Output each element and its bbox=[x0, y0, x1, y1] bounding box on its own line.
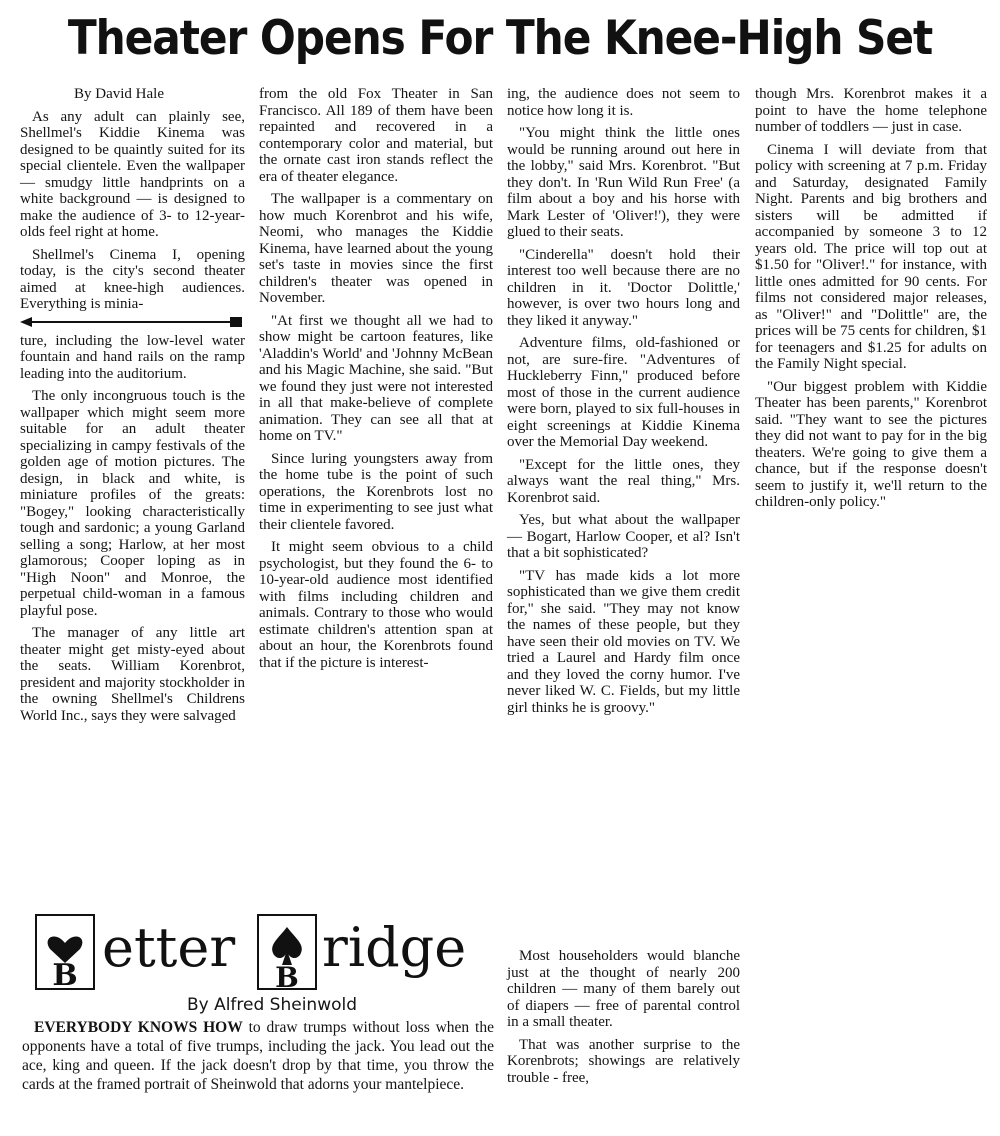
paragraph: ture, including the low-level water fountain and hand rails on the ramp leading into the auditorium. bbox=[20, 332, 245, 382]
bridge-text: to draw trumps without loss when the opponents have a total of five trumps, including the jack. You lead out the ace, king and queen. If the jack doesn't drop by that time, you throw the cards at the framed portrait of Sheinwold that adorns your mantelpiece. bbox=[22, 1019, 494, 1093]
paragraph: ing, the audience does not seem to notice how long it is. bbox=[507, 86, 740, 119]
paragraph: "At first we thought all we had to show might be cartoon features, like 'Aladdin's World' and 'Johnny McBean and his Magic Machine, she said. "But we found they just were not interested in all that make-believe of complete animation. They can see all that at home on TV." bbox=[259, 312, 493, 444]
article-column-3 bbox=[507, 86, 740, 722]
bridge-b2-letter: B bbox=[275, 961, 299, 993]
paragraph: The manager of any little art theater might get misty-eyed about the seats. William Korenbrot, president and majority stockholder in the owning Shellmel's Childrens World Inc., says they were salvaged bbox=[20, 625, 245, 724]
paragraph: Adventure films, old-fashioned or not, are sure-fire. "Adventures of Huckleberry Finn," produced before most of those in the current audience were born, played to six full-houses in eight screenings at Kiddie Kinema over the Memorial Day weekend. bbox=[507, 335, 740, 450]
spade-b-logo-icon bbox=[254, 913, 320, 993]
paragraph: "Except for the little ones, they always want the real thing," Mrs. Korenbrot said. bbox=[507, 456, 740, 506]
bridge-byline: By Alfred Sheinwold bbox=[186, 995, 358, 1015]
bridge-paragraph bbox=[22, 1018, 494, 1094]
headline: Theater Opens For The Knee-High Set bbox=[67, 11, 933, 66]
bridge-title-word1: etter bbox=[102, 916, 236, 979]
arrow-divider-icon bbox=[20, 315, 245, 329]
paragraph: That was another surprise to the Korenbrots; showings are relatively trouble - free, bbox=[507, 1036, 740, 1086]
paragraph: The only incongruous touch is the wallpaper which might seem more suitable for an adult theater specializing in campy festivals of the golden age of motion pictures. The design, in black and white, is miniature profiles of the greats: "Bogey," looking characteristically tough and sardonic; a young Garland selling a song; Harlow, at her most glamorous; Cooper loping as in "High Noon" and Monroe, the perpetual child-woman in a famous playful pose. bbox=[20, 388, 245, 619]
byline: By David Hale bbox=[74, 86, 164, 102]
paragraph: "Our biggest problem with Kiddie Theater has been parents," Korenbrot said. "They want to see the pictures they did not want to pay for in the big theaters. We're going to give them a chance, but if the response doesn't seem to justify it, we'll return to the children-only policy." bbox=[755, 378, 987, 510]
paragraph: It might seem obvious to a child psychologist, but they found the 6- to 10-year-old audience most identified with films including children and animals. Contrary to those who would estimate children's attention span at about an hour, the Korenbrots found that if the picture is interest- bbox=[259, 539, 493, 671]
paragraph: "TV has made kids a lot more sophisticated than we give them credit for," she said. "They may not know the names of these people, but they have seen their old movies on TV. We tried a Laurel and Hardy film once and they loved the corny humor. I've never liked W. C. Fields, but my little girl thinks he is groovy." bbox=[507, 567, 740, 716]
paragraph: The wallpaper is a commentary on how much Korenbrot and his wife, Neomi, who manages the Kiddie Kinema, have learned about the young set's taste in movies since the first children's theater was opened in November. bbox=[259, 191, 493, 306]
paragraph: Yes, but what about the wallpaper — Bogart, Harlow Cooper, et al? Isn't that a bit sophisticated? bbox=[507, 512, 740, 561]
article-column-3-continued bbox=[507, 948, 740, 1092]
paragraph: Most householders would blanche just at the thought of nearly 200 children — many of them barely out of diapers — free of parental control in a small theater. bbox=[507, 948, 740, 1030]
article-column-1 bbox=[20, 86, 245, 730]
bridge-b1-letter: B bbox=[52, 958, 78, 993]
article-column-2 bbox=[259, 86, 493, 677]
paragraph: Cinema I will deviate from that policy with screening at 7 p.m. Friday and Saturday, designated Family Night. Parents and big brothers and sisters will be admitted if accompanied by someone 3 to 12 years old. The price will top out at $1.50 for "Oliver!." for instance, with little ones admitted for 90 cents. For films not considered major releases, as "Oliver!" and "Dolittle" are, the prices will be 75 cents for children, $1 for teenagers and $1.25 for adults on the Family Night special. bbox=[755, 141, 987, 372]
paragraph: Shellmel's Cinema I, opening today, is the city's second theater aimed at knee-high audiences. Everything is minia- bbox=[20, 246, 245, 312]
paragraph: Since luring youngsters away from the home tube is the point of such operations, the Korenbrots lost no time in experimenting to see just what their clientele favored. bbox=[259, 450, 493, 533]
paragraph: though Mrs. Korenbrot makes it a point to have the home telephone number of toddlers — just in case. bbox=[755, 86, 987, 135]
heart-b-logo-icon bbox=[32, 913, 98, 993]
article-column-4 bbox=[755, 86, 987, 517]
bridge-column-header bbox=[22, 905, 492, 1017]
bridge-title-word2: ridge bbox=[322, 916, 467, 979]
paragraph: "Cinderella" doesn't hold their interest too well because there are no children in it. 'Doctor Dolittle,' however, is over two hours long and they liked it anyway." bbox=[507, 246, 740, 329]
paragraph: from the old Fox Theater in San Francisco. All 189 of them have been repainted and recovered in a contemporary color and material, but the ornate cast iron stands reflect the era of theater elegance. bbox=[259, 86, 493, 185]
paragraph: "You might think the little ones would be running around out here in the lobby," said Mrs. Korenbrot. "But they don't. In 'Run Wild Run Free' (a film about a boy and his horse with Mark Lester of 'Oliver!'), they were glued to their seats. bbox=[507, 125, 740, 240]
bridge-lead: EVERYBODY KNOWS HOW bbox=[34, 1019, 243, 1036]
paragraph: As any adult can plainly see, Shellmel's Kiddie Kinema was designed to be quaintly suited for its special clientele. Even the wallpaper — smudgy little handprints on a white background — is designed to make the audience of 3- to 12-year-olds feel right at home. bbox=[20, 108, 245, 240]
